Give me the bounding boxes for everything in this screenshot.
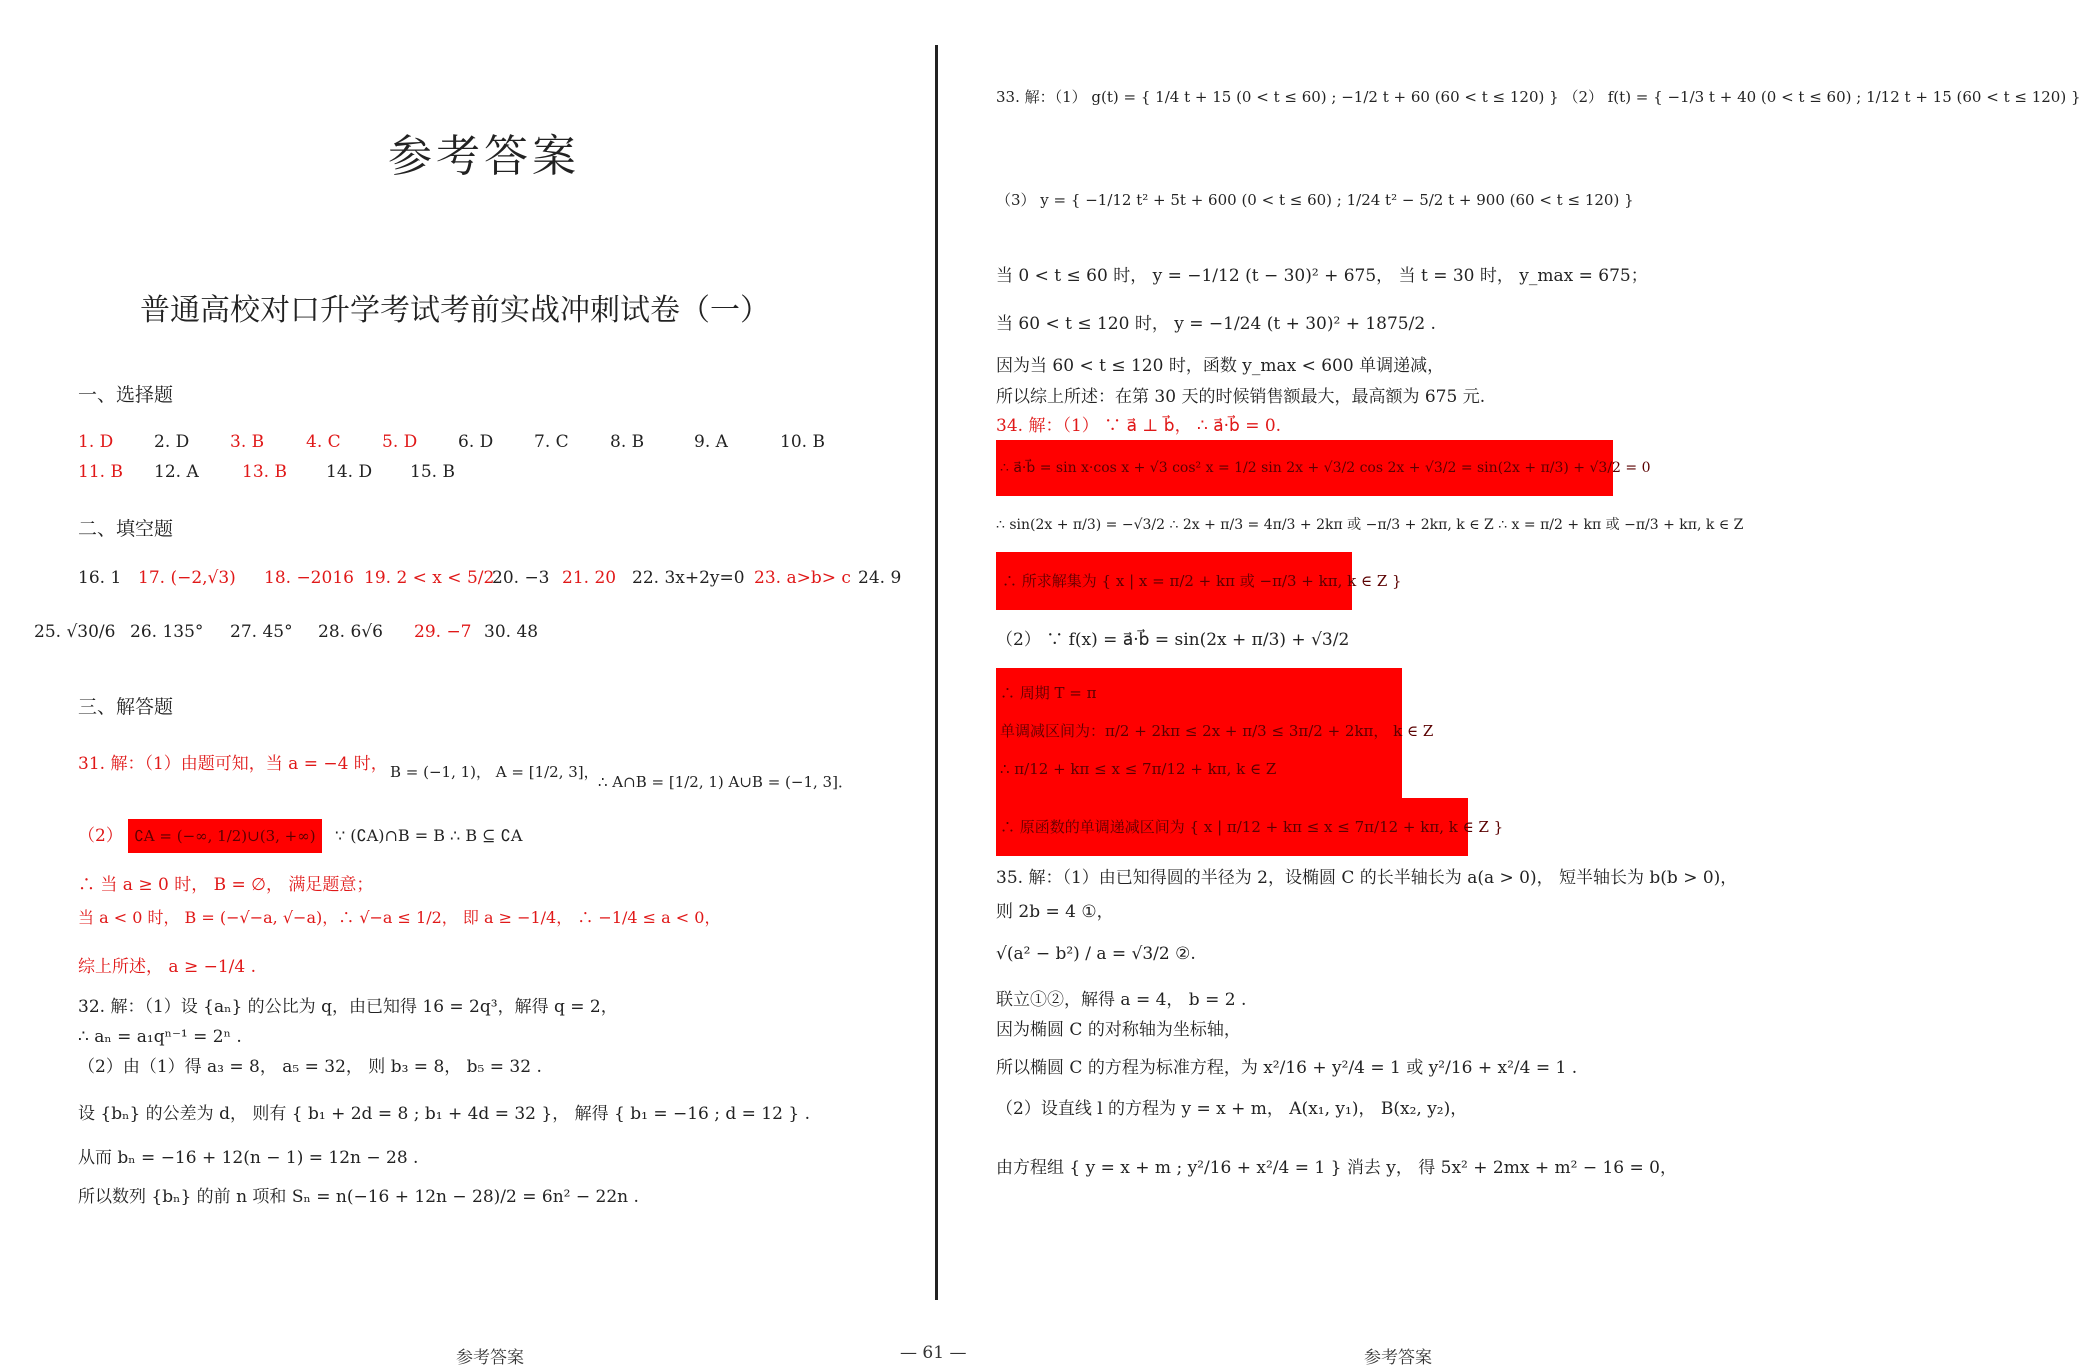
q34-period-highlight-block [996,668,1434,798]
q34-range-line: ∴ π/12 + kπ ≤ x ≤ 7π/12 + kπ, k ∈ Z [1000,760,1277,778]
choice-answers-row-1 [78,432,856,452]
q31-line-2: B = (−1, 1)， A = [1/2, 3]， [390,763,599,781]
choice-answers-row-2 [78,462,486,482]
fill-answer: 22. 3x+2y=0 [632,568,745,588]
choice-answer: 15. B [410,462,455,482]
choice-answer: 12. A [154,462,199,482]
q33-line-2: （3） y = { −1/12 t² + 5t + 600 (0 < t ≤ 60) ; 1/24 t² − 5/2 t + 900 (60 < t ≤ 120) } [996,191,1634,209]
section-choice-heading: 一、选择题 [78,384,174,406]
q34-line-5: （2） ∵ f(x) = a⃗·b⃗ = sin(2x + π/3) + √3/2 [996,630,1350,650]
q33-line-1: 33. 解：（1） g(t) = { 1/4 t + 15 (0 < t ≤ 60) ; −1/2 t + 60 (60 < t ≤ 120) } （2） f(t) = { −1/3 t + 40 (0 < t ≤ 60) ; 1/12 t + 15 (60 < t ≤ 120) } [996,88,2081,106]
section-solution-heading: 三、解答题 [78,696,174,718]
choice-answer: 6. D [458,432,494,452]
page-number: — 61 — [900,1343,967,1363]
q34-solution-set-highlight: ∴ 所求解集为 { x | x = π/2 + kπ 或 −π/3 + kπ, k ∈ Z } [996,552,1352,610]
fill-answer: 16. 1 [78,568,122,588]
choice-answer: 2. D [154,432,190,452]
q34-decreasing-interval-line: 单调减区间为：π/2 + 2kπ ≤ 2x + π/3 ≤ 3π/2 + 2kπ， k ∈ Z [1000,722,1434,740]
q31-part2-rest: ∵ (∁A)∩B = B ∴ B ⊆ ∁A [334,826,523,845]
q34-line-3: ∴ sin(2x + π/3) = −√3/2 ∴ 2x + π/3 = 4π/3 + 2kπ 或 −π/3 + 2kπ, k ∈ Z ∴ x = π/2 + kπ 或 −π/3 + kπ, k ∈ Z [996,517,1744,533]
q31-line-6: 当 a < 0 时， B = (−√−a, √−a)，∴ √−a ≤ 1/2， 即 a ≥ −1/4， ∴ −1/4 ≤ a < 0， [78,908,721,927]
fill-answer: 24. 9 [858,568,902,588]
fill-answer: 29. −7 [414,622,472,642]
fill-answer: 23. a>b> c [754,568,851,588]
q33-line-4: 当 60 < t ≤ 120 时， y = −1/24 (t + 30)² + 1875/2 . [996,314,1436,334]
q32-line-3: （2）由（1）得 a₃ = 8， a₅ = 32， 则 b₃ = 8， b₅ = 32 . [78,1057,542,1077]
q31-part2-label: （2） [78,826,123,846]
q35-line-7: （2）设直线 l 的方程为 y = x + m， A(x₁, y₁)， B(x₂, y₂)， [996,1099,1468,1119]
q32-line-6: 所以数列 {bₙ} 的前 n 项和 Sₙ = n(−16 + 12n − 28)/2 = 6n² − 22n . [78,1187,639,1207]
choice-answer: 13. B [242,462,287,482]
fill-answer: 18. −2016 [264,568,354,588]
fill-answer: 17. (−2,√3) [138,568,236,588]
choice-answer: 10. B [780,432,825,452]
q31-complement-highlight: ∁A = (−∞, 1/2)∪(3, +∞) [128,819,321,853]
q35-line-2: 则 2b = 4 ①， [996,902,1114,922]
q35-line-4: 联立①②，解得 a = 4， b = 2 . [996,990,1247,1010]
fill-answer: 20. −3 [492,568,550,588]
fill-answer: 26. 135° [130,622,204,642]
q34-period-line: ∴ 周期 T = π [1000,684,1097,702]
q31-part2 [78,824,522,848]
fill-answer: 19. 2 < x < 5/2 [364,568,495,588]
footer-left-label: 参考答案 [456,1348,524,1368]
q35-line-5: 因为椭圆 C 的对称轴为坐标轴， [996,1020,1241,1040]
choice-answer: 1. D [78,432,114,452]
q35-line-8: 由方程组 { y = x + m ; y²/16 + x²/4 = 1 } 消去 y， 得 5x² + 2mx + m² − 16 = 0， [996,1158,1677,1178]
choice-answer: 9. A [694,432,728,452]
q34-line-1: 34. 解：（1） ∵ a⃗ ⊥ b⃗， ∴ a⃗·b⃗ = 0. [996,416,1282,436]
q35-line-6: 所以椭圆 C 的方程为标准方程，为 x²/16 + y²/4 = 1 或 y²/16 + x²/4 = 1 . [996,1058,1578,1078]
choice-answer: 11. B [78,462,123,482]
fill-answer: 28. 6√6 [318,622,383,642]
page-divider [935,45,938,1300]
choice-answer: 5. D [382,432,418,452]
q31-line-5: ∴ 当 a ≥ 0 时， B = ∅， 满足题意； [78,875,374,895]
exam-subtitle: 普通高校对口升学考试考前实战冲刺试卷（一） [140,293,770,328]
section-fill-heading: 二、填空题 [78,518,174,540]
q35-line-1: 35. 解：（1）由已知得圆的半径为 2，设椭圆 C 的长半轴长为 a(a > 0)， 短半轴长为 b(b > 0)， [996,868,1738,888]
q34-dot-product-highlight: ∴ a⃗·b⃗ = sin x·cos x + √3 cos² x = 1/2 sin 2x + √3/2 cos 2x + √3/2 = sin(2x + π/3) + √3/2 = 0 [996,440,1613,496]
q34-final-interval-highlight: ∴ 原函数的单调递减区间为 { x | π/12 + kπ ≤ x ≤ 7π/12 + kπ, k ∈ Z } [996,798,1468,856]
q33-line-3: 当 0 < t ≤ 60 时， y = −1/12 (t − 30)² + 675， 当 t = 30 时， y_max = 675； [996,266,1648,286]
q31-line-7: 综上所述， a ≥ −1/4 . [78,957,257,977]
choice-answer: 8. B [610,432,645,452]
q32-line-1: 32. 解：（1）设 {aₙ} 的公比为 q，由已知得 16 = 2q³，解得 q = 2， [78,997,618,1017]
fill-answer: 27. 45° [230,622,293,642]
fill-answer: 30. 48 [484,622,539,642]
fill-answer: 25. √30/6 [34,622,116,642]
choice-answer: 3. B [230,432,265,452]
q33-line-5: 因为当 60 < t ≤ 120 时，函数 y_max < 600 单调递减， [996,356,1445,376]
footer-right-label: 参考答案 [1364,1348,1432,1368]
choice-answer: 7. C [534,432,569,452]
q31-line-3: ∴ A∩B = [1/2, 1) A∪B = (−1, 3]． [598,773,853,791]
q35-line-3: √(a² − b²) / a = √3/2 ②. [996,944,1196,964]
fill-answer: 21. 20 [562,568,617,588]
fill-answers-row-2 [34,622,544,642]
fill-answers-row-1 [78,568,908,588]
q32-line-5: 从而 bₙ = −16 + 12(n − 1) = 12n − 28 . [78,1148,419,1168]
page-title: 参考答案 [388,131,580,182]
q32-line-2: ∴ aₙ = a₁qⁿ⁻¹ = 2ⁿ . [78,1027,242,1047]
q31-line-1: 31. 解：（1）由题可知，当 a = −4 时， [78,754,388,774]
choice-answer: 14. D [326,462,373,482]
choice-answer: 4. C [306,432,341,452]
q33-line-6: 所以综上所述：在第 30 天的时候销售额最大，最高额为 675 元. [996,387,1486,407]
q32-line-4: 设 {bₙ} 的公差为 d， 则有 { b₁ + 2d = 8 ; b₁ + 4d = 32 }， 解得 { b₁ = −16 ; d = 12 } . [78,1104,810,1124]
